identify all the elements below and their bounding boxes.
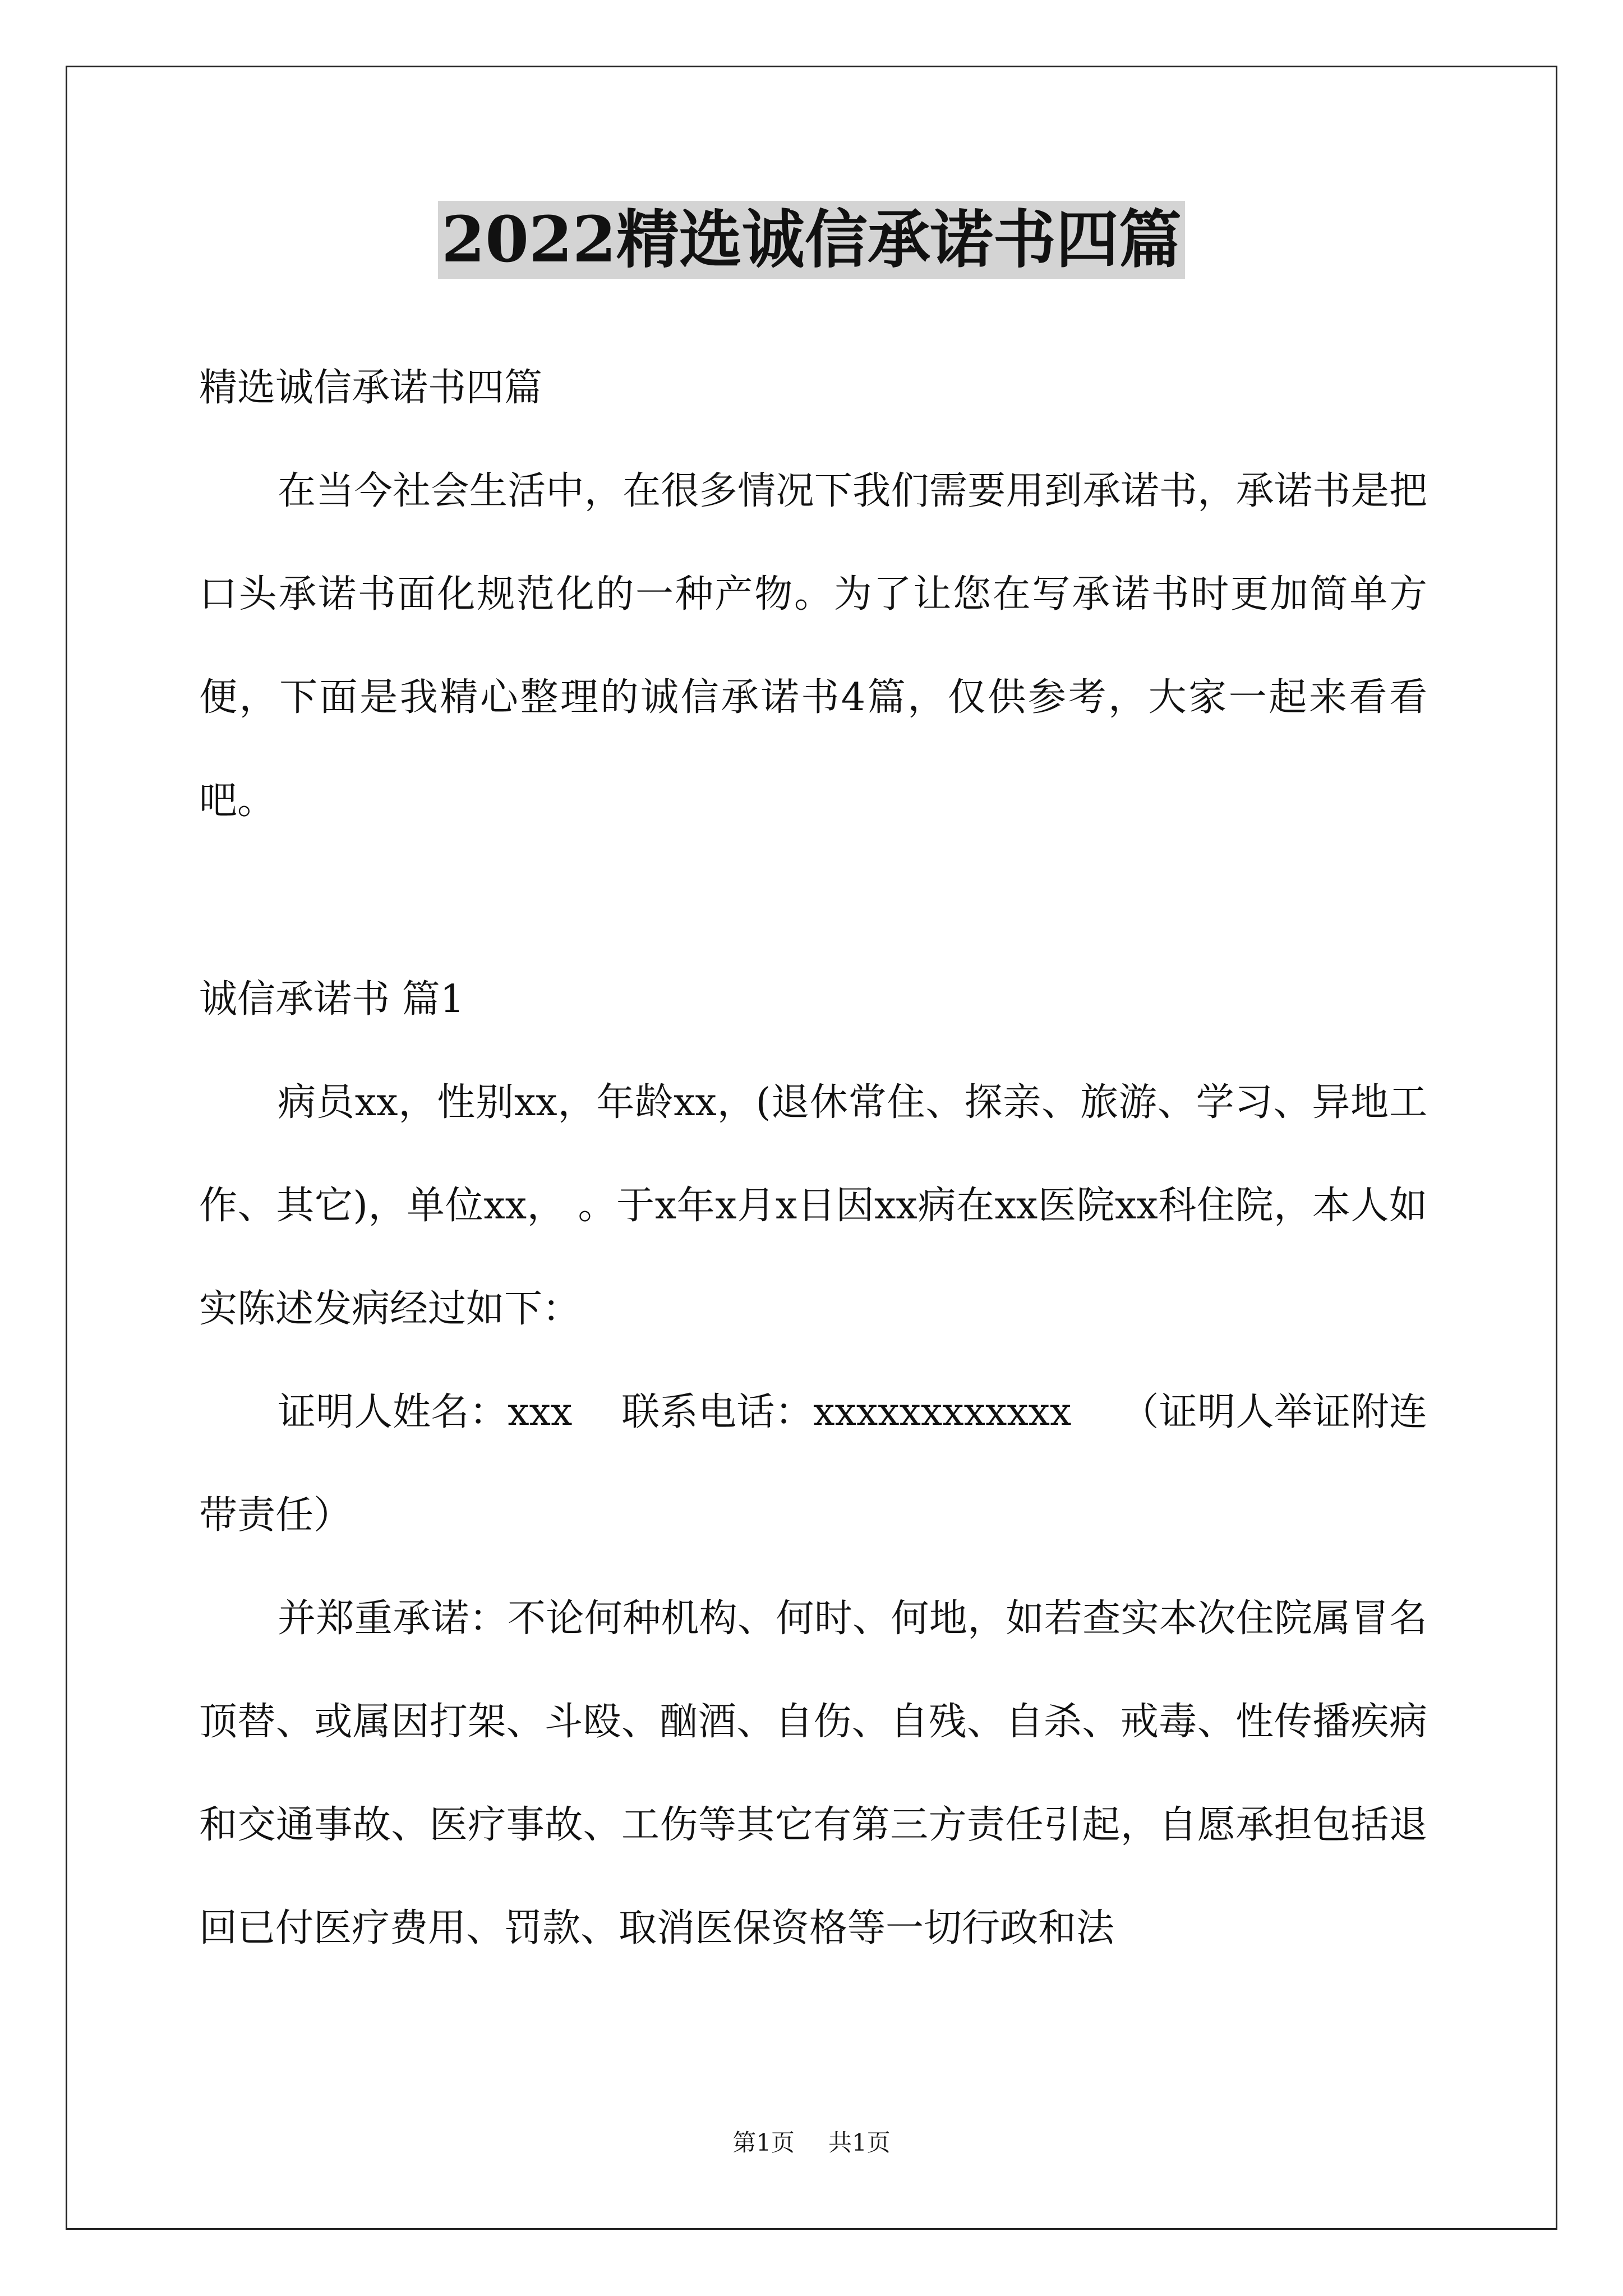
section-1-paragraph: 病员xx，性别xx，年龄xx，(退休常住、探亲、旅游、学习、异地工作、其它)，单位xx， 。于x年x月x日因xx病在xx医院xx科住院，本人如实陈述发病经过如下： <box>199 1080 1427 1331</box>
section-gap <box>199 853 1427 948</box>
document-subtitle: 精选诚信承诺书四篇 <box>199 366 543 410</box>
document-title-text: 2022精选诚信承诺书四篇 <box>438 201 1185 279</box>
page-number-current: 第1页 <box>732 2129 795 2156</box>
page-number-total: 共1页 <box>828 2129 891 2156</box>
intro-paragraph: 在当今社会生活中，在很多情况下我们需要用到承诺书，承诺书是把口头承诺书面化规范化的一种产物。为了让您在写承诺书时更加简单方便，下面是我精心整理的诚信承诺书4篇，仅供参考，大家一起来看看吧。 <box>199 469 1427 823</box>
section-1-heading: 诚信承诺书 篇1 <box>199 977 464 1022</box>
section-1-paragraph: 并郑重承诺：不论何种机构、何时、何地，如若查实本次住院属冒名顶替、或属因打架、斗殴、酗酒、自伤、自残、自杀、戒毒、性传播疾病和交通事故、医疗事故、工伤等其它有第三方责任引起，自愿承担包括退回已付医疗费用、罚款、取消医保资格等一切行政和法 <box>199 1596 1427 1950</box>
document-title <box>0 201 1623 279</box>
document-body <box>199 337 1427 1980</box>
section-1-paragraph: 证明人姓名：xxx 联系电话：xxxxxxxxxxxx （证明人举证附连带责任） <box>199 1390 1427 1538</box>
page-footer <box>0 2126 1623 2160</box>
